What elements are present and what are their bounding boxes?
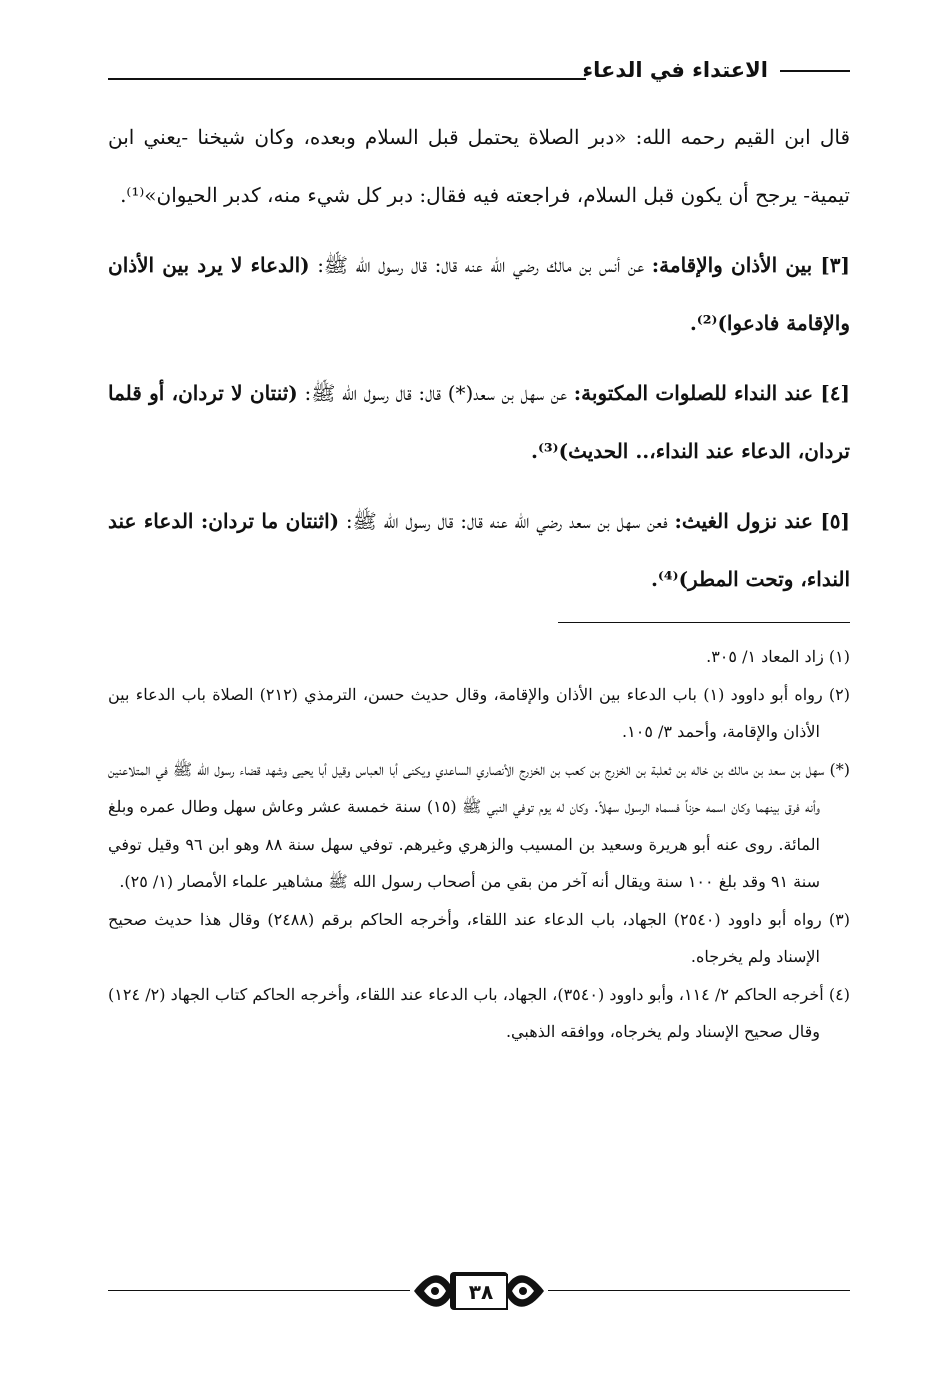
header-title: الاعتداء في الدعاء [582,58,768,82]
footnote-star: (*) سهل بن سعد بن مالك بن خاله بن ثعلبة بن الخزرج بن كعب بن الخزرج الأنصاري الساعدي ويكنى أبا العباس وقيل أبا يحيى وشهد قضاء رسول الله ﷺ في المتلاعنين وأنه فرق بينهما وكان اسمه حزناً فسماه الرسول سهلاً. وكان له يوم توفي النبي ﷺ (١٥) سنة خمسة عشر وعاش سهل وطال عمره وبلغ المائة. روى عنه أبو هريرة وسعيد بن المسيب والزهري وغيرهم. توفي سهل سنة ٨٨ وهو ابن ٩٦ وقيل توفي سنة ٩١ وقد بلغ ١٠٠ سنة ويقال أنه آخر من بقي من أصحاب رسول الله ﷺ مشاهير علماء الأمصار (١/ ٢٥). [108,759,850,891]
footnote-1: (١) زاد المعاد ١/ ٣٠٥. [706,647,850,666]
section-heading: [٥] عند نزول الغيث: [674,509,851,533]
page-header [108,58,850,90]
running-header [582,58,850,82]
footnote-2: (٢) رواه أبو داوود (١) باب الدعاء بين الأذان والإقامة، وقال حديث حسن، الترمذي (٢١٢) الصلاة باب الدعاء بين الأذان والإقامة، وأحمد ٣/ ١٠٥. [108,684,851,741]
main-text [108,108,850,608]
footnote-separator [558,622,850,623]
footer-rule-left [108,1290,410,1291]
section-heading: [٤] عند النداء للصلوات المكتوبة: [573,381,850,405]
footnote-3: (٣) رواه أبو داوود (٢٥٤٠) الجهاد، باب الدعاء عند اللقاء، وأخرجه الحاكم برقم (٢٤٨٨) وقال هذا حديث صحيح الإسناد ولم يخرجاه. [108,909,851,966]
paragraph-rainfall [108,492,850,608]
hadith-quote: (اثنتان ما تردان: الدعاء عند النداء، وتحت المطر)⁽⁴⁾. [108,509,850,591]
paragraph-text: فعن سهل بن سعد رضي الله عنه قال: قال رسول الله ﷺ: [339,509,675,533]
footer-rule-right [548,1290,850,1291]
page-number: ٣٨ [454,1274,508,1310]
footnote-4: (٤) أخرجه الحاكم ٢/ ١١٤، وأبو داوود (٣٥٤٠)، الجهاد، باب الدعاء عند اللقاء، وأخرجه الحاكم كتاب الجهاد (٢/ ١٢٤) وقال صحيح الإسناد ولم يخرجاه، ووافقه الذهبي. [108,984,850,1041]
hadith-quote: (ثنتان لا تردان، أو قلما تردان، الدعاء عند النداء،.. الحديث)⁽³⁾. [108,381,850,463]
paragraph-text: عن سهل بن سعد(*) قال: قال رسول الله ﷺ: [297,381,574,405]
header-rule-short [780,70,850,72]
footnotes [108,638,850,1051]
header-rule [108,78,586,80]
paragraph-at-call-to-prayer [108,364,850,480]
section-heading: [٣] بين الأذان والإقامة: [651,253,851,277]
hadith-quote: (الدعاء لا يرد بين الأذان والإقامة فادعوا)⁽²⁾. [108,253,850,335]
page-footer [108,1262,850,1322]
paragraph-between-adhan-iqama [108,236,850,352]
paragraph-ibn-qayyim: قال ابن القيم رحمه الله: «دبر الصلاة يحتمل قبل السلام وبعده، وكان شيخنا -يعني ابن تيمية- يرجح أن يكون قبل السلام، فراجعته فيه فقال: دبر كل شيء منه، كدبر الحيوان»⁽¹⁾. [108,125,850,207]
paragraph-text: عن أنس بن مالك رضي الله عنه قال: قال رسول الله ﷺ: [309,253,652,277]
